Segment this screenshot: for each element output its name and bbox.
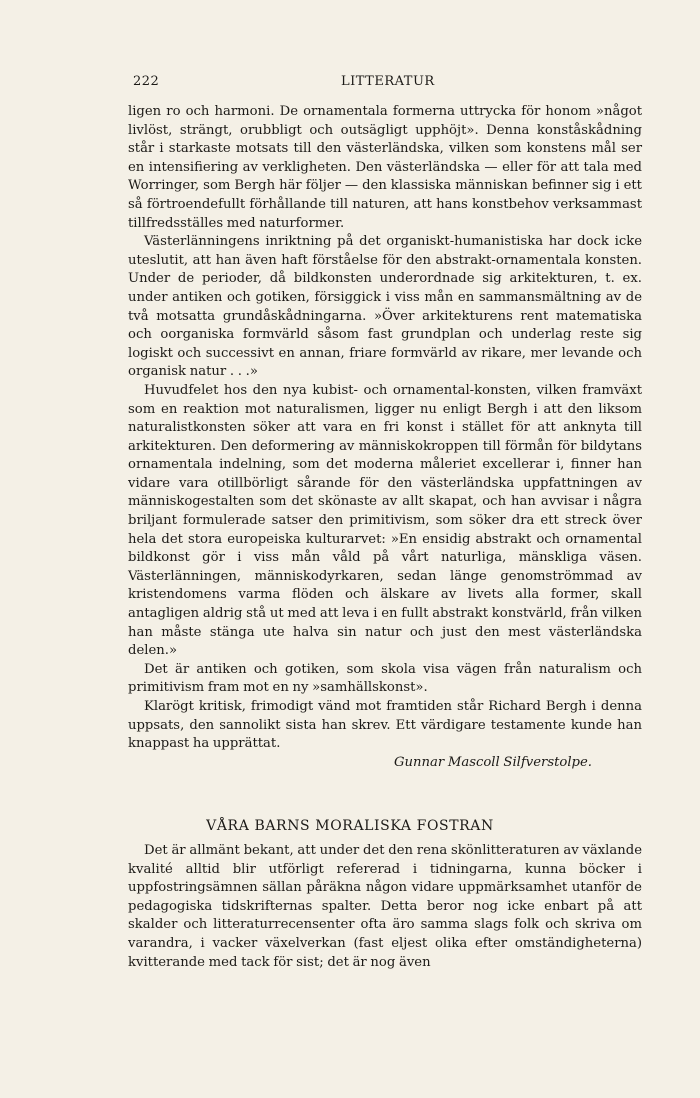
paragraph: Det är allmänt bekant, att under det den rena skönlitteraturen av växlande kvalité alltid blir utförligt refererad i tidningarna, kunna böcker i uppfostringsämnen sällan påräkna någon vidare uppmärksamhet utanför de pedagogiska tidskrifternas spalter. Detta beror nog icke enbart på att skalder och litteraturrecensenter ofta äro samma slags folk och skriva om varandra, i vacker växelverkan (fast eljest olika efter omständigheterna) kvitterande med tack för sist; det är nog även bbox=[128, 843, 642, 970]
author-signature: Gunnar Mascoll Silfverstolpe. bbox=[393, 754, 592, 770]
paragraph: Det är antiken och gotiken, som skola visa vägen från naturalism och primitivism fram mot en ny »samhällskonst». bbox=[128, 661, 642, 696]
article-review-body bbox=[128, 103, 642, 772]
page-number: 222 bbox=[133, 74, 160, 89]
paragraph: Klarögt kritisk, frimodigt vänd mot framtiden står Richard Bergh i denna uppsats, den sannolikt sista han skrev. Ett värdigare testamente kunde han knappast ha upprättat. bbox=[128, 699, 642, 752]
running-title: LITTERATUR bbox=[341, 74, 435, 89]
section-title: VÅRA BARNS MORALISKA FOSTRAN bbox=[206, 818, 494, 834]
paragraph: Huvudfelet hos den nya kubist- och ornamental-konsten, vilken framväxt som en reaktion mot naturalismen, ligger nu enligt Bergh i att den liksom naturalistkonsten söker att vara en fri konst i stället för att anknyta till arkitekturen. Den deformering av människokroppen till förmån för bildytans ornamentala indelning, som det moderna måleriet excellerar i, finner han vidare vara otillbörligt sårande för den västerländska uppfattningen av människogestalten som det skönaste av allt skapat, och han avvisar i några briljant formulerade satser den primitivism, som söker dra ett streck över hela det stora europeiska kulturarvet: »En ensidig abstrakt och ornamental bildkonst gör i viss mån våld på vårt naturliga, mänskliga väsen. Västerlänningen, människodyrkaren, sedan länge genomströmmad av kristendomens varma flöden och älskare av livets alla former, skall antagligen aldrig stå ut med att leva i en fullt abstrakt konstvärld, från vilken han måste stänga ute halva sin natur och just den mest västerländska delen.» bbox=[128, 382, 642, 659]
article-fostran-body bbox=[128, 842, 642, 972]
paragraph: ligen ro och harmoni. De ornamentala formerna uttrycka för honom »något livlöst, strängt, orubbligt och outsägligt upphöjt». Denna konståskådning står i starkaste motsats till den västerländska, vilken som konstens mål ser en intensifiering av verkligheten. Den västerländska — eller för att tala med Worringer, som Bergh här följer — den klassiska människan befinner sig i ett så förtroendefullt förhållande till naturen, att hans konstbehov verksammast tillfredsställes med naturformer. bbox=[128, 104, 642, 231]
paragraph: Västerlänningens inriktning på det organiskt-humanistiska har dock icke uteslutit, att han även haft förståelse för den abstrakt-ornamentala konsten. Under de perioder, då bildkonsten underordnade sig arkitekturen, t. ex. under antiken och gotiken, försiggick i viss mån en sammansmältning av de två motsatta grundåskådningarna. »Över arkitekturens rent matematiska och oorganiska formvärld såsom fast grundplan och underlag reste sig logiskt och successivt en annan, friare formvärld av rikare, mer levande och organisk natur . . .» bbox=[128, 234, 642, 380]
